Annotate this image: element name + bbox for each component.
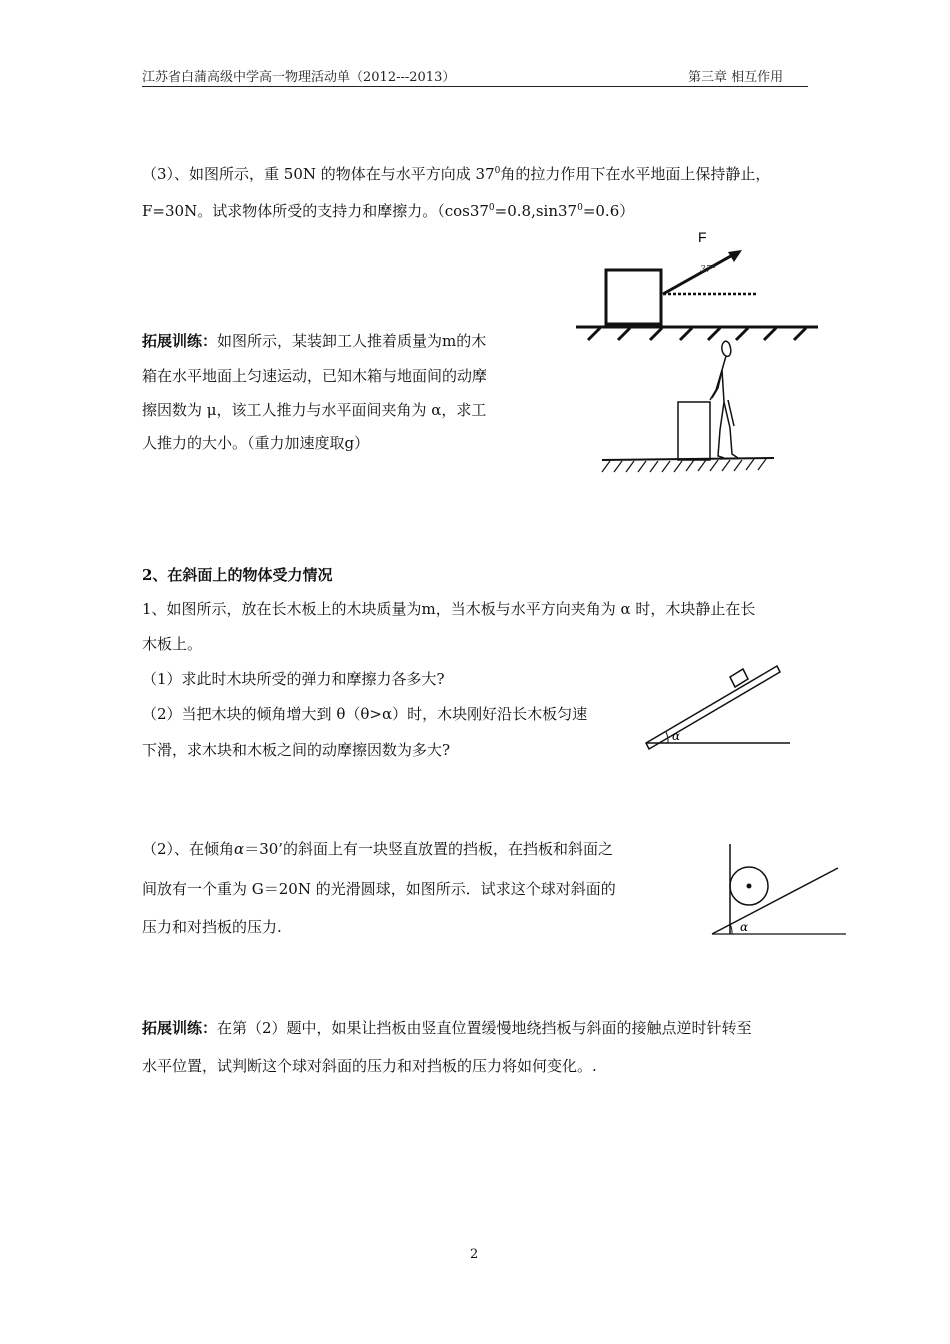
sec2-q2-line2: 下滑，求木块和木板之间的动摩擦因数为多大? bbox=[142, 741, 451, 759]
ext1-line4: 人推力的大小。（重力加速度取g） bbox=[142, 434, 370, 452]
sec2-q2-line1: （2）当把木块的倾角增大到 θ（θ>α）时，木块刚好沿长木板匀速 bbox=[142, 705, 588, 723]
q2-line1: （2）、在倾角α＝30’的斜面上有一块竖直放置的挡板，在挡板和斜面之 bbox=[142, 840, 614, 858]
header-left: 江苏省白蒲高级中学高一物理活动单（2012---2013） bbox=[142, 70, 456, 85]
ext2-line2: 水平位置，试判断这个球对斜面的压力和对挡板的压力将如何变化。. bbox=[142, 1057, 597, 1075]
ext1-line1: 拓展训练：如图所示，某装卸工人推着质量为m的木 bbox=[142, 332, 487, 350]
figure-worker-pushing-box bbox=[598, 340, 778, 480]
sec2-q1: （1）求此时木块所受的弹力和摩擦力各多大? bbox=[142, 670, 445, 688]
header-rule bbox=[142, 86, 808, 87]
sec2-p1-line1: 1、如图所示，放在长木板上的木块质量为m，当木板与水平方向夹角为 α 时，木块静止在长 bbox=[142, 600, 756, 618]
incline-line bbox=[712, 868, 838, 934]
board bbox=[646, 666, 780, 749]
figure-inclined-board bbox=[640, 650, 800, 750]
block bbox=[606, 270, 661, 324]
figure-ball-incline-wall bbox=[706, 838, 856, 948]
q2-line3: 压力和对挡板的压力. bbox=[142, 918, 282, 936]
ext1-line3: 擦因数为 μ，该工人推力与水平面间夹角为 α，求工 bbox=[142, 401, 487, 419]
angle-label: 37° bbox=[700, 265, 716, 275]
ground-hatch bbox=[588, 328, 806, 340]
ext1-line2: 箱在水平地面上匀速运动，已知木箱与地面间的动摩 bbox=[142, 367, 488, 385]
box bbox=[678, 402, 710, 460]
angle-arc bbox=[666, 732, 668, 743]
section-2-heading: 2、在斜面上的物体受力情况 bbox=[142, 566, 333, 584]
floor-hatch bbox=[602, 459, 766, 472]
page-number: 2 bbox=[470, 1247, 479, 1262]
ext2-line1: 拓展训练：在第（2）题中，如果让挡板由竖直位置缓慢地绕挡板与斜面的接触点逆时针转至 bbox=[142, 1019, 752, 1037]
figure-block-force bbox=[570, 222, 830, 352]
worker-figure bbox=[710, 341, 738, 458]
ball-center bbox=[747, 884, 752, 889]
q3-line1: （3）、如图所示，重 50N 的物体在与水平方向成 $37^0$角的拉力作用下在水平地面上保持静止， bbox=[142, 165, 771, 183]
force-label: F bbox=[698, 229, 707, 245]
angle-label: α bbox=[672, 729, 681, 743]
angle-label: α bbox=[740, 920, 749, 934]
header-right: 第三章 相互作用 bbox=[688, 70, 784, 85]
q3-line2: F=30N。试求物体所受的支持力和摩擦力。$(\cos 37^0=0.8,\sin 37^0=0.6)$ bbox=[142, 202, 635, 220]
sec2-p1-line2: 木板上。 bbox=[142, 635, 203, 653]
q2-line2: 间放有一个重为 G＝20N 的光滑圆球，如图所示．试求这个球对斜面的 bbox=[142, 880, 616, 898]
floor-line bbox=[602, 458, 774, 460]
